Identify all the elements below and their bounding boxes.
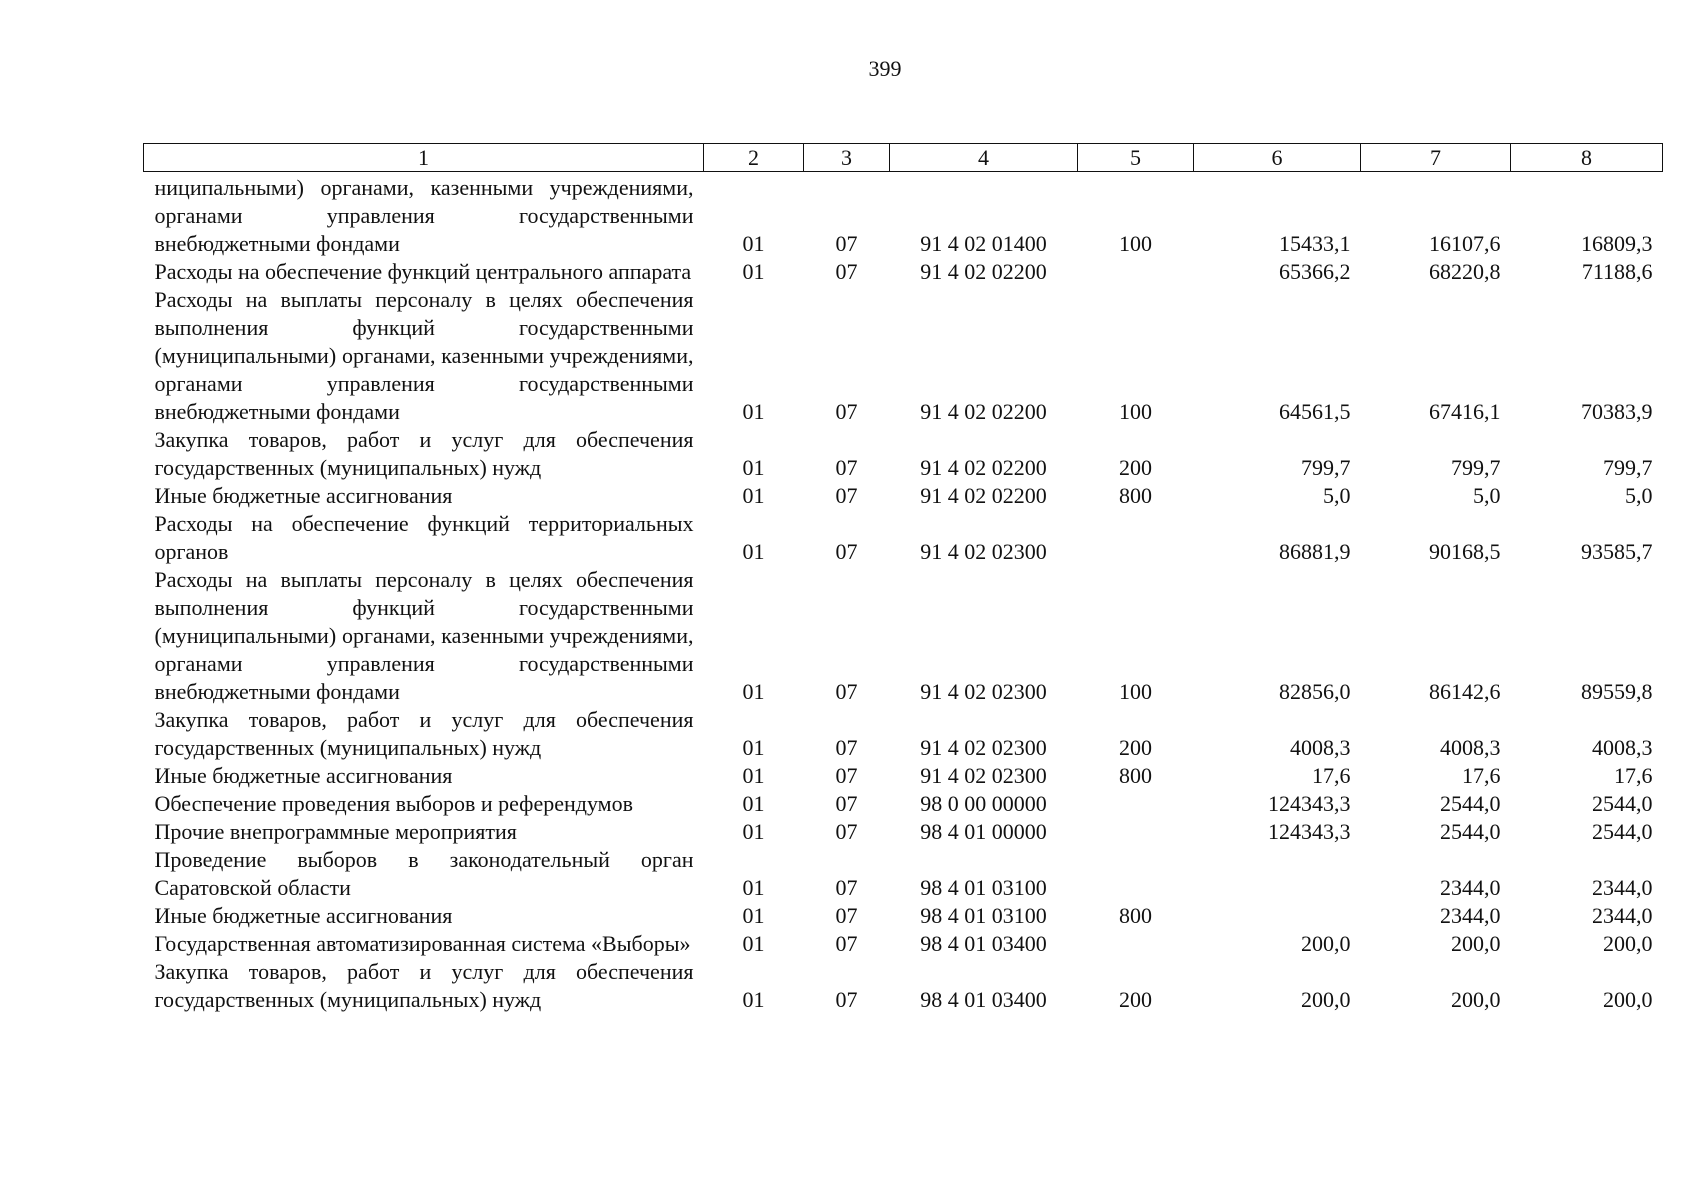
cell-subsection: 07 xyxy=(835,763,858,788)
cell-expense-type: 800 xyxy=(1119,763,1152,788)
table-row xyxy=(144,930,1663,958)
cell-target-code: 98 4 01 03100 xyxy=(920,903,1047,928)
row-name: ниципальными) органами, казенными учреждениями, органами управления государственными внебюджетными фондами xyxy=(154,175,694,256)
cell-section: 01 xyxy=(742,931,765,956)
row-name: Закупка товаров, работ и услуг для обеспечения государственных (муниципальных) нужд xyxy=(154,427,694,480)
cell-target-code: 91 4 02 02200 xyxy=(920,483,1047,508)
column-header-5: 5 xyxy=(1078,144,1194,172)
cell-section: 01 xyxy=(742,819,765,844)
cell-section: 01 xyxy=(742,483,765,508)
cell-expense-type xyxy=(1078,846,1194,902)
row-name: Расходы на обеспечение функций центрального аппарата xyxy=(154,259,692,284)
row-name: Проведение выборов в законодательный орган Саратовской области xyxy=(154,847,694,900)
cell-amount-6 xyxy=(1194,846,1361,902)
row-name: Государственная автоматизированная система «Выборы» xyxy=(154,931,691,956)
cell-subsection: 07 xyxy=(835,483,858,508)
table-row xyxy=(144,790,1663,818)
cell-section: 01 xyxy=(742,539,765,564)
cell-subsection: 07 xyxy=(835,819,858,844)
cell-amount-8: 89559,8 xyxy=(1581,679,1653,704)
cell-subsection: 07 xyxy=(835,875,858,900)
cell-amount-7: 17,6 xyxy=(1462,763,1501,788)
cell-amount-7: 67416,1 xyxy=(1429,399,1501,424)
cell-amount-7: 2544,0 xyxy=(1440,819,1501,844)
cell-target-code: 98 4 01 03400 xyxy=(920,987,1047,1012)
column-header-2: 2 xyxy=(704,144,804,172)
cell-expense-type: 200 xyxy=(1119,987,1152,1012)
cell-target-code: 91 4 02 02300 xyxy=(920,679,1047,704)
header-row xyxy=(144,144,1663,172)
cell-target-code: 91 4 02 02300 xyxy=(920,763,1047,788)
cell-section: 01 xyxy=(742,455,765,480)
cell-section: 01 xyxy=(742,763,765,788)
row-name: Иные бюджетные ассигнования xyxy=(154,483,453,508)
cell-expense-type xyxy=(1078,790,1194,818)
cell-target-code: 91 4 02 02300 xyxy=(920,735,1047,760)
column-header-8: 8 xyxy=(1511,144,1663,172)
row-name: Обеспечение проведения выборов и референдумов xyxy=(154,791,633,816)
cell-subsection: 07 xyxy=(835,931,858,956)
cell-target-code: 98 0 00 00000 xyxy=(920,791,1047,816)
cell-amount-7: 200,0 xyxy=(1451,987,1501,1012)
page-number: 399 xyxy=(868,56,902,81)
table-row xyxy=(144,426,1663,482)
cell-amount-7: 200,0 xyxy=(1451,931,1501,956)
cell-amount-8: 2544,0 xyxy=(1592,819,1653,844)
cell-expense-type: 100 xyxy=(1119,679,1152,704)
cell-amount-6: 200,0 xyxy=(1301,931,1351,956)
row-name: Расходы на выплаты персоналу в целях обеспечения выполнения функций государственными (муниципальными) органами, казенными учреждениями, органами управления государственными внебюджетными фондами xyxy=(154,287,694,424)
cell-target-code: 91 4 02 02200 xyxy=(920,259,1047,284)
cell-amount-6: 65366,2 xyxy=(1279,259,1351,284)
table-header xyxy=(144,144,1663,172)
cell-amount-6: 17,6 xyxy=(1312,763,1351,788)
cell-amount-8: 200,0 xyxy=(1603,987,1653,1012)
budget-table xyxy=(143,143,1663,1014)
cell-amount-8: 200,0 xyxy=(1603,931,1653,956)
cell-subsection: 07 xyxy=(835,539,858,564)
table-row xyxy=(144,762,1663,790)
cell-amount-7: 5,0 xyxy=(1473,483,1501,508)
table-row xyxy=(144,902,1663,930)
column-header-3: 3 xyxy=(804,144,890,172)
cell-amount-8: 4008,3 xyxy=(1592,735,1653,760)
cell-amount-6 xyxy=(1194,902,1361,930)
cell-amount-6: 124343,3 xyxy=(1268,791,1351,816)
cell-amount-7: 2544,0 xyxy=(1440,791,1501,816)
cell-subsection: 07 xyxy=(835,679,858,704)
row-name: Закупка товаров, работ и услуг для обеспечения государственных (муниципальных) нужд xyxy=(154,707,694,760)
cell-amount-7: 799,7 xyxy=(1451,455,1501,480)
cell-section: 01 xyxy=(742,679,765,704)
cell-section: 01 xyxy=(742,987,765,1012)
row-name: Иные бюджетные ассигнования xyxy=(154,903,453,928)
cell-amount-7: 16107,6 xyxy=(1429,231,1501,256)
cell-amount-7: 90168,5 xyxy=(1429,539,1501,564)
table-row xyxy=(144,258,1663,286)
cell-section: 01 xyxy=(742,231,765,256)
cell-amount-8: 16809,3 xyxy=(1581,231,1653,256)
cell-subsection: 07 xyxy=(835,735,858,760)
table-row xyxy=(144,566,1663,706)
cell-amount-6: 799,7 xyxy=(1301,455,1351,480)
cell-subsection: 07 xyxy=(835,455,858,480)
cell-amount-6: 200,0 xyxy=(1301,987,1351,1012)
cell-amount-7: 68220,8 xyxy=(1429,259,1501,284)
cell-amount-8: 2344,0 xyxy=(1592,903,1653,928)
cell-subsection: 07 xyxy=(835,231,858,256)
cell-section: 01 xyxy=(742,399,765,424)
table-body xyxy=(144,172,1663,1015)
table-row xyxy=(144,510,1663,566)
cell-target-code: 91 4 02 02200 xyxy=(920,455,1047,480)
row-name: Расходы на обеспечение функций территориальных органов xyxy=(154,511,694,564)
cell-amount-7: 4008,3 xyxy=(1440,735,1501,760)
cell-amount-6: 4008,3 xyxy=(1290,735,1351,760)
cell-amount-8: 93585,7 xyxy=(1581,539,1653,564)
cell-amount-8: 17,6 xyxy=(1614,763,1653,788)
cell-expense-type: 800 xyxy=(1119,903,1152,928)
table-row xyxy=(144,172,1663,259)
cell-target-code: 98 4 01 03100 xyxy=(920,875,1047,900)
cell-subsection: 07 xyxy=(835,399,858,424)
cell-target-code: 91 4 02 02300 xyxy=(920,539,1047,564)
cell-expense-type xyxy=(1078,258,1194,286)
cell-amount-6: 124343,3 xyxy=(1268,819,1351,844)
cell-amount-8: 2344,0 xyxy=(1592,875,1653,900)
cell-amount-8: 5,0 xyxy=(1625,483,1653,508)
cell-amount-7: 2344,0 xyxy=(1440,875,1501,900)
cell-expense-type xyxy=(1078,818,1194,846)
column-header-4: 4 xyxy=(890,144,1078,172)
table-row xyxy=(144,286,1663,426)
table-row xyxy=(144,706,1663,762)
cell-target-code: 91 4 02 01400 xyxy=(920,231,1047,256)
cell-amount-8: 799,7 xyxy=(1603,455,1653,480)
cell-subsection: 07 xyxy=(835,259,858,284)
cell-subsection: 07 xyxy=(835,791,858,816)
cell-section: 01 xyxy=(742,259,765,284)
cell-expense-type: 800 xyxy=(1119,483,1152,508)
cell-amount-8: 71188,6 xyxy=(1581,259,1653,284)
cell-amount-6: 15433,1 xyxy=(1279,231,1351,256)
cell-amount-7: 86142,6 xyxy=(1429,679,1501,704)
cell-target-code: 91 4 02 02200 xyxy=(920,399,1047,424)
cell-section: 01 xyxy=(742,903,765,928)
table-row xyxy=(144,846,1663,902)
cell-section: 01 xyxy=(742,875,765,900)
cell-subsection: 07 xyxy=(835,987,858,1012)
row-name: Расходы на выплаты персоналу в целях обеспечения выполнения функций государственными (муниципальными) органами, казенными учреждениями, органами управления государственными внебюджетными фондами xyxy=(154,567,694,704)
column-header-6: 6 xyxy=(1194,144,1361,172)
row-name: Иные бюджетные ассигнования xyxy=(154,763,453,788)
cell-subsection: 07 xyxy=(835,903,858,928)
cell-amount-8: 70383,9 xyxy=(1581,399,1653,424)
cell-amount-6: 86881,9 xyxy=(1279,539,1351,564)
cell-section: 01 xyxy=(742,791,765,816)
table-row xyxy=(144,958,1663,1014)
cell-expense-type: 200 xyxy=(1119,735,1152,760)
cell-expense-type xyxy=(1078,510,1194,566)
cell-expense-type: 100 xyxy=(1119,399,1152,424)
table-row xyxy=(144,482,1663,510)
cell-section: 01 xyxy=(742,735,765,760)
row-name: Закупка товаров, работ и услуг для обеспечения государственных (муниципальных) нужд xyxy=(154,959,694,1012)
table-row xyxy=(144,818,1663,846)
row-name: Прочие внепрограммные мероприятия xyxy=(154,819,517,844)
cell-target-code: 98 4 01 03400 xyxy=(920,931,1047,956)
cell-amount-6: 64561,5 xyxy=(1279,399,1351,424)
cell-amount-7: 2344,0 xyxy=(1440,903,1501,928)
cell-amount-6: 82856,0 xyxy=(1279,679,1351,704)
cell-expense-type: 200 xyxy=(1119,455,1152,480)
cell-expense-type xyxy=(1078,930,1194,958)
cell-amount-6: 5,0 xyxy=(1323,483,1351,508)
column-header-7: 7 xyxy=(1361,144,1511,172)
cell-amount-8: 2544,0 xyxy=(1592,791,1653,816)
cell-target-code: 98 4 01 00000 xyxy=(920,819,1047,844)
cell-expense-type: 100 xyxy=(1119,231,1152,256)
column-header-1: 1 xyxy=(144,144,704,172)
